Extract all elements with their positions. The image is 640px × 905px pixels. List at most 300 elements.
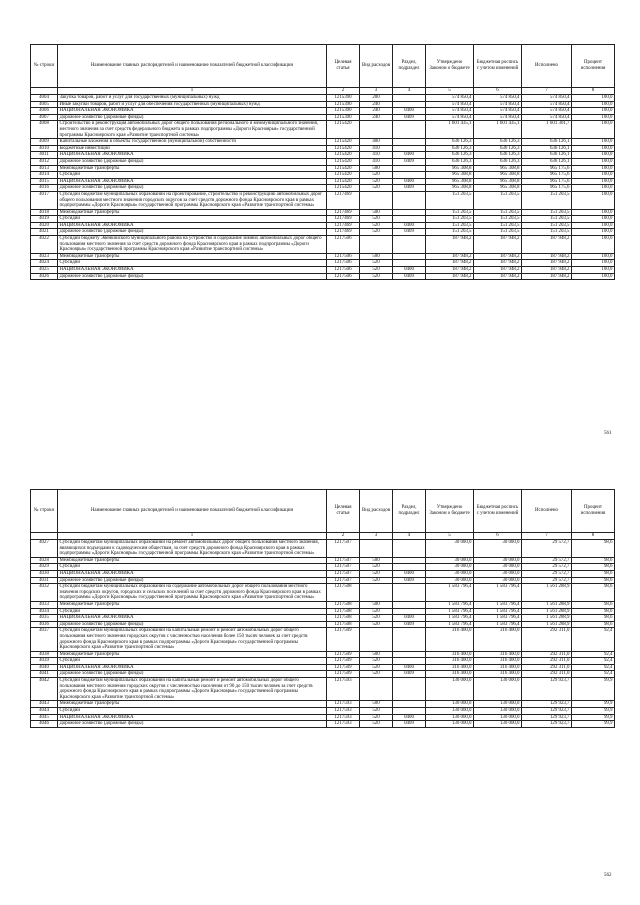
execution-percent: 98,6: [572, 540, 615, 558]
execution-percent: 92,4: [572, 664, 615, 671]
row-number: 4014: [31, 172, 58, 179]
table-row: [31, 577, 615, 584]
header-cell: Наименование главных распорядителей и наименование показателей бюджетной классификации: [58, 490, 327, 533]
executed-amount: 29 572,7: [522, 540, 572, 558]
expense-type: 500: [360, 651, 393, 658]
execution-percent: 99,9: [572, 678, 615, 701]
approved-amount: 574 850,4: [426, 108, 474, 115]
executed-amount: 1 601 301,7: [522, 121, 572, 139]
section-code: [393, 139, 426, 146]
budget-list-amount: 187 948,2: [474, 236, 522, 254]
execution-percent: 98,6: [572, 621, 615, 628]
approved-amount: 151 203,5: [426, 191, 474, 209]
header-cell: Утверждено Законом о бюджете: [426, 490, 474, 533]
execution-percent: 98,6: [572, 584, 615, 602]
executed-amount: 574 850,4: [522, 108, 572, 115]
section-code: 0409: [393, 621, 426, 628]
expense-type: 520: [360, 615, 393, 622]
item-description: Дорожное хозяйство (дорожные фонды): [58, 671, 327, 678]
row-number: 4004: [31, 95, 58, 102]
approved-amount: 187 948,2: [426, 273, 474, 280]
executed-amount: 574 850,4: [522, 101, 572, 108]
approved-amount: 151 203,5: [426, 222, 474, 229]
section-code: [393, 701, 426, 708]
execution-percent: 100,0: [572, 108, 615, 115]
target-article: 1217593: [327, 714, 360, 721]
executed-amount: 636 126,1: [522, 145, 572, 152]
item-description: Межбюджетные трансферты: [58, 165, 327, 172]
table-row: [31, 678, 615, 701]
section-code: [393, 209, 426, 216]
table-row: [31, 101, 615, 108]
executed-amount: 636 126,1: [522, 152, 572, 159]
item-description: НАЦИОНАЛЬНАЯ ЭКОНОМИКА: [58, 222, 327, 229]
budget-list-amount: 1 583 796,4: [474, 608, 522, 615]
item-description: Дорожное хозяйство (дорожные фонды): [58, 185, 327, 192]
target-article: 1217469: [327, 222, 360, 229]
item-description: Субсидии: [58, 708, 327, 715]
budget-list-amount: 30 000,0: [474, 564, 522, 571]
execution-percent: 100,0: [572, 191, 615, 209]
executed-amount: 1 561 288,9: [522, 621, 572, 628]
budget-list-amount: 636 126,3: [474, 158, 522, 165]
item-description: Межбюджетные трансферты: [58, 601, 327, 608]
execution-percent: 100,0: [572, 139, 615, 146]
target-article: 1215420: [327, 139, 360, 146]
executed-amount: 129 923,7: [522, 701, 572, 708]
row-number: 4020: [31, 222, 58, 229]
table-row: [31, 708, 615, 715]
approved-amount: 574 850,4: [426, 95, 474, 102]
execution-percent: 98,6: [572, 570, 615, 577]
item-description: Строительство и реконструкция автомобильных дорог общего пользования регионального и межмуниципального значения, местного значения за счет средств федерального бюджета в рамках подпрограммы «Дороги Красноярья» государственной программы Красноярского края «Развитие транспортной системы»: [58, 121, 327, 139]
section-code: 0400: [393, 152, 426, 159]
column-number: 5: [426, 533, 474, 540]
executed-amount: 965 175,6: [522, 172, 572, 179]
budget-list-amount: 316 400,0: [474, 658, 522, 665]
row-number: 4005: [31, 101, 58, 108]
row-number: 4016: [31, 185, 58, 192]
section-code: [393, 165, 426, 172]
approved-amount: 30 000,0: [426, 570, 474, 577]
approved-amount: 187 948,2: [426, 236, 474, 254]
row-number: 4018: [31, 209, 58, 216]
approved-amount: 187 948,2: [426, 253, 474, 260]
target-article: 1217508: [327, 615, 360, 622]
execution-percent: 92,4: [572, 658, 615, 665]
row-number: 4036: [31, 621, 58, 628]
section-code: 0400: [393, 714, 426, 721]
item-description: НАЦИОНАЛЬНАЯ ЭКОНОМИКА: [58, 108, 327, 115]
section-code: [393, 172, 426, 179]
header-cell: Бюджетная роспись с учетом изменений: [474, 490, 522, 533]
approved-amount: 636 126,3: [426, 158, 474, 165]
table-row: [31, 152, 615, 159]
header-cell: Целевая статья: [327, 490, 360, 533]
row-number: 4010: [31, 145, 58, 152]
expense-type: 520: [360, 714, 393, 721]
expense-type: 500: [360, 557, 393, 564]
section-code: [393, 145, 426, 152]
approved-amount: 151 203,5: [426, 209, 474, 216]
execution-percent: 100,0: [572, 209, 615, 216]
item-description: Межбюджетные трансферты: [58, 701, 327, 708]
executed-amount: 187 948,2: [522, 267, 572, 274]
approved-amount: 316 400,0: [426, 671, 474, 678]
table-header-row: [31, 490, 615, 533]
row-number: 4009: [31, 139, 58, 146]
section-code: 0400: [393, 222, 426, 229]
approved-amount: 151 203,5: [426, 216, 474, 223]
table-body: [31, 95, 615, 280]
expense-type: 500: [360, 165, 393, 172]
budget-list-amount: 30 000,0: [474, 570, 522, 577]
section-code: 0409: [393, 158, 426, 165]
column-number: 1: [58, 533, 327, 540]
table-row: [31, 273, 615, 280]
header-cell: Вид расходов: [360, 45, 393, 88]
row-number: 4035: [31, 615, 58, 622]
target-article: 1215420: [327, 152, 360, 159]
approved-amount: 965 308,8: [426, 172, 474, 179]
item-description: Межбюджетные трансферты: [58, 557, 327, 564]
execution-percent: 92,4: [572, 628, 615, 651]
expense-type: 240: [360, 108, 393, 115]
expense-type: 520: [360, 570, 393, 577]
executed-amount: 292 311,0: [522, 628, 572, 651]
section-code: [393, 601, 426, 608]
section-code: 0409: [393, 671, 426, 678]
section-code: [393, 628, 426, 651]
section-code: [393, 557, 426, 564]
header-cell: № строки: [31, 45, 58, 88]
row-number: 4012: [31, 158, 58, 165]
expense-type: 520: [360, 267, 393, 274]
header-cell: Раздел, подраздел: [393, 490, 426, 533]
approved-amount: 1 583 796,4: [426, 621, 474, 628]
table-row: [31, 165, 615, 172]
approved-amount: 574 850,4: [426, 114, 474, 121]
table-row: [31, 714, 615, 721]
table-row: [31, 253, 615, 260]
target-article: 1217507: [327, 570, 360, 577]
budget-list-amount: 965 308,8: [474, 172, 522, 179]
row-number: 4030: [31, 570, 58, 577]
execution-percent: 98,6: [572, 557, 615, 564]
execution-percent: 98,6: [572, 608, 615, 615]
execution-percent: 98,6: [572, 564, 615, 571]
target-article: 1217509: [327, 628, 360, 651]
table-row: [31, 108, 615, 115]
budget-list-amount: 316 400,0: [474, 651, 522, 658]
section-code: [393, 236, 426, 254]
executed-amount: 292 311,0: [522, 664, 572, 671]
section-code: [393, 584, 426, 602]
expense-type: [360, 236, 393, 254]
expense-type: 500: [360, 253, 393, 260]
executed-amount: 187 948,2: [522, 260, 572, 267]
item-description: Бюджетные инвестиции: [58, 145, 327, 152]
column-number: 8: [572, 88, 615, 95]
column-number: 6: [474, 533, 522, 540]
budget-list-amount: 965 308,8: [474, 165, 522, 172]
target-article: 1215420: [327, 158, 360, 165]
expense-type: 520: [360, 671, 393, 678]
table-row: [31, 139, 615, 146]
budget-list-amount: 1 583 796,4: [474, 584, 522, 602]
execution-percent: 99,9: [572, 721, 615, 728]
item-description: Субсидии бюджетам муниципальных образований на содержание автомобильных дорог общего пользования местного значения городских округов, городских и сельских поселений за счет средств дорожного фонда Красноярского края в рамках подпрограммы «Дороги Красноярья» государственной программы Красноярского края «Развитие транспортной системы»: [58, 584, 327, 602]
budget-list-amount: 1 583 796,4: [474, 601, 522, 608]
expense-type: 520: [360, 664, 393, 671]
item-description: НАЦИОНАЛЬНАЯ ЭКОНОМИКА: [58, 615, 327, 622]
section-code: 0409: [393, 721, 426, 728]
item-description: Субсидии: [58, 564, 327, 571]
section-code: [393, 658, 426, 665]
approved-amount: 130 000,0: [426, 678, 474, 701]
row-number: 4046: [31, 721, 58, 728]
execution-percent: 100,0: [572, 260, 615, 267]
expense-type: 520: [360, 178, 393, 185]
approved-amount: 1 601 435,1: [426, 121, 474, 139]
expense-type: [360, 628, 393, 651]
row-number: 4022: [31, 236, 58, 254]
column-number: 4: [393, 533, 426, 540]
table-row: [31, 236, 615, 254]
approved-amount: 1 583 796,4: [426, 601, 474, 608]
approved-amount: 30 000,0: [426, 557, 474, 564]
execution-percent: 99,9: [572, 714, 615, 721]
header-cell: Наименование главных распорядителей и наименование показателей бюджетной классификации: [58, 45, 327, 88]
approved-amount: 130 000,0: [426, 708, 474, 715]
section-code: 0400: [393, 615, 426, 622]
item-description: Дорожное хозяйство (дорожные фонды): [58, 229, 327, 236]
execution-percent: 99,9: [572, 708, 615, 715]
column-number: 2: [327, 88, 360, 95]
target-article: 1215420: [327, 185, 360, 192]
row-number: 4027: [31, 540, 58, 558]
budget-list-amount: 130 000,0: [474, 721, 522, 728]
executed-amount: 965 175,6: [522, 178, 572, 185]
expense-type: 520: [360, 608, 393, 615]
executed-amount: 1 561 288,9: [522, 608, 572, 615]
section-code: [393, 564, 426, 571]
expense-type: 400: [360, 139, 393, 146]
execution-percent: 100,0: [572, 172, 615, 179]
expense-type: 520: [360, 658, 393, 665]
expense-type: 410: [360, 145, 393, 152]
target-article: 1217506: [327, 253, 360, 260]
execution-percent: 100,0: [572, 229, 615, 236]
row-number: 4045: [31, 714, 58, 721]
budget-list-amount: 130 000,0: [474, 701, 522, 708]
executed-amount: 29 572,7: [522, 570, 572, 577]
executed-amount: 187 948,2: [522, 253, 572, 260]
executed-amount: 151 203,5: [522, 209, 572, 216]
executed-amount: 151 203,5: [522, 222, 572, 229]
row-number: 4038: [31, 651, 58, 658]
budget-list-amount: 187 948,2: [474, 273, 522, 280]
budget-list-amount: 574 850,4: [474, 108, 522, 115]
row-number: 4021: [31, 229, 58, 236]
section-code: 0400: [393, 178, 426, 185]
budget-list-amount: 574 850,4: [474, 114, 522, 121]
section-code: [393, 540, 426, 558]
table-row: [31, 671, 615, 678]
table-row: [31, 664, 615, 671]
target-article: 1217506: [327, 236, 360, 254]
page-number: 562: [604, 873, 612, 878]
budget-list-amount: 1 583 796,4: [474, 621, 522, 628]
execution-percent: 98,6: [572, 615, 615, 622]
table-row: [31, 229, 615, 236]
item-description: Дорожное хозяйство (дорожные фонды): [58, 621, 327, 628]
table-row: [31, 570, 615, 577]
column-number: 6: [474, 88, 522, 95]
section-code: 0409: [393, 114, 426, 121]
budget-list-amount: 151 203,5: [474, 191, 522, 209]
target-article: 1217507: [327, 540, 360, 558]
section-code: [393, 678, 426, 701]
approved-amount: 316 400,0: [426, 658, 474, 665]
target-article: 1215390: [327, 114, 360, 121]
approved-amount: 1 583 796,4: [426, 608, 474, 615]
approved-amount: 316 400,0: [426, 664, 474, 671]
table-row: [31, 540, 615, 558]
expense-type: 520: [360, 172, 393, 179]
row-number: 4043: [31, 701, 58, 708]
item-description: Межбюджетные трансферты: [58, 651, 327, 658]
table-row: [31, 178, 615, 185]
column-number: 8: [572, 533, 615, 540]
approved-amount: 636 126,3: [426, 139, 474, 146]
expense-type: [360, 540, 393, 558]
column-number: 3: [360, 533, 393, 540]
row-number: 4031: [31, 577, 58, 584]
approved-amount: 636 126,3: [426, 145, 474, 152]
target-article: 1217509: [327, 658, 360, 665]
row-number: 4033: [31, 601, 58, 608]
approved-amount: 151 203,5: [426, 229, 474, 236]
item-description: Дорожное хозяйство (дорожные фонды): [58, 114, 327, 121]
budget-list-amount: 30 000,0: [474, 540, 522, 558]
row-number: 4039: [31, 658, 58, 665]
budget-list-amount: 574 850,4: [474, 101, 522, 108]
row-number: 4007: [31, 114, 58, 121]
header-cell: Процент исполнения: [572, 45, 615, 88]
section-code: [393, 101, 426, 108]
item-description: НАЦИОНАЛЬНАЯ ЭКОНОМИКА: [58, 664, 327, 671]
row-number: 4025: [31, 267, 58, 274]
execution-percent: 100,0: [572, 185, 615, 192]
execution-percent: 99,9: [572, 701, 615, 708]
budget-list-amount: 30 000,0: [474, 577, 522, 584]
budget-list-amount: 965 308,8: [474, 185, 522, 192]
column-number: 3: [360, 88, 393, 95]
expense-type: 200: [360, 95, 393, 102]
execution-percent: 100,0: [572, 158, 615, 165]
table-header-row: [31, 45, 615, 88]
target-article: 1217509: [327, 651, 360, 658]
executed-amount: 187 948,2: [522, 236, 572, 254]
header-cell: Исполнено: [522, 490, 572, 533]
row-number: 4044: [31, 708, 58, 715]
execution-percent: 100,0: [572, 216, 615, 223]
budget-list-amount: 636 126,3: [474, 145, 522, 152]
header-cell: Раздел, подраздел: [393, 45, 426, 88]
approved-amount: 1 583 796,4: [426, 584, 474, 602]
header-cell: № строки: [31, 490, 58, 533]
table-row: [31, 601, 615, 608]
item-description: Субсидии бюджетам муниципальных образований на капитальный ремонт и ремонт автомобильных дорог общего пользования местного значения городских округов с численностью населения от 90 до 150 тысяч человек за счет средств дорожного фонда Красноярского края в рамках подпрограммы «Дороги Красноярья» государственной программы Красноярского края «Развитие транспортной системы»: [58, 678, 327, 701]
target-article: 1217469: [327, 216, 360, 223]
table-row: [31, 584, 615, 602]
item-description: Дорожное хозяйство (дорожные фонды): [58, 721, 327, 728]
executed-amount: 151 203,5: [522, 229, 572, 236]
item-description: Субсидии бюджету Эвенкийского муниципального района на устройство и содержание зимних автомобильных дорог общего пользования местного значения за счет средств дорожного фонда Красноярского края в рамках подпрограммы «Дороги Красноярья» государственной программы Красноярского края «Развитие транспортной системы»: [58, 236, 327, 254]
approved-amount: 316 400,0: [426, 628, 474, 651]
executed-amount: 29 572,7: [522, 577, 572, 584]
target-article: 1217506: [327, 273, 360, 280]
execution-percent: 100,0: [572, 178, 615, 185]
approved-amount: 1 583 796,4: [426, 615, 474, 622]
column-number: 7: [522, 88, 572, 95]
table-row: [31, 185, 615, 192]
row-number: 4017: [31, 191, 58, 209]
expense-type: 520: [360, 229, 393, 236]
executed-amount: 292 311,0: [522, 671, 572, 678]
target-article: 1215420: [327, 121, 360, 139]
item-description: НАЦИОНАЛЬНАЯ ЭКОНОМИКА: [58, 178, 327, 185]
column-number: [31, 88, 58, 95]
budget-table-top: [30, 44, 614, 280]
approved-amount: 130 000,0: [426, 714, 474, 721]
target-article: 1217506: [327, 260, 360, 267]
target-article: 1217508: [327, 608, 360, 615]
expense-type: 410: [360, 152, 393, 159]
column-number: 1: [58, 88, 327, 95]
executed-amount: 1 561 288,9: [522, 584, 572, 602]
expense-type: [360, 584, 393, 602]
execution-percent: 100,0: [572, 101, 615, 108]
row-number: 4019: [31, 216, 58, 223]
expense-type: [360, 678, 393, 701]
row-number: 4024: [31, 260, 58, 267]
section-code: [393, 608, 426, 615]
table-row: [31, 267, 615, 274]
budget-list-amount: 130 000,0: [474, 714, 522, 721]
row-number: 4013: [31, 165, 58, 172]
budget-list-amount: 151 203,5: [474, 209, 522, 216]
section-code: [393, 95, 426, 102]
table-row: [31, 216, 615, 223]
executed-amount: 574 850,4: [522, 114, 572, 121]
target-article: 1217508: [327, 584, 360, 602]
table-row: [31, 701, 615, 708]
approved-amount: 965 308,8: [426, 185, 474, 192]
expense-type: 520: [360, 216, 393, 223]
target-article: 1217507: [327, 557, 360, 564]
section-code: [393, 121, 426, 139]
expense-type: 520: [360, 721, 393, 728]
budget-list-amount: 316 400,0: [474, 671, 522, 678]
budget-list-amount: 151 203,5: [474, 216, 522, 223]
item-description: Межбюджетные трансферты: [58, 209, 327, 216]
item-description: Субсидии бюджетам муниципальных образований на проектирование, строительство и реконструкцию автомобильных дорог общего пользования местного значения городских округов за счет средств дорожного фонда Красноярского края в рамках подпрограммы «Дороги Красноярья» государственной программы Красноярского края «Развитие транспортной системы»: [58, 191, 327, 209]
item-description: НАЦИОНАЛЬНАЯ ЭКОНОМИКА: [58, 152, 327, 159]
budget-list-amount: 574 850,4: [474, 95, 522, 102]
item-description: НАЦИОНАЛЬНАЯ ЭКОНОМИКА: [58, 714, 327, 721]
